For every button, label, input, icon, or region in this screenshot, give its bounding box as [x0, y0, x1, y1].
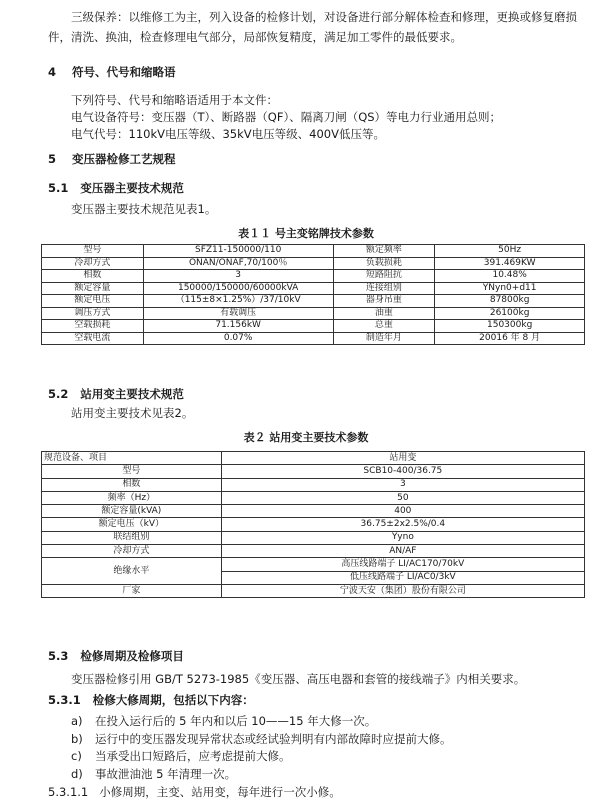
table-cell: 制造年月: [333, 332, 435, 345]
table-cell: 联结组别: [42, 531, 222, 544]
table-row: [42, 307, 585, 320]
section-4-heading: [48, 64, 176, 80]
table-row: [42, 505, 585, 518]
table-cell: 高压线路端子 LI/AC170/70kV: [221, 558, 584, 571]
table-cell: 26100kg: [435, 307, 585, 320]
table-cell: 型号: [42, 465, 222, 478]
table-cell: 50Hz: [435, 245, 585, 258]
table-cell: 50: [221, 491, 584, 504]
table-cell: 相数: [42, 270, 144, 283]
table-cell: 36.75±2x2.5%/0.4: [221, 518, 584, 531]
table-row: [42, 558, 585, 571]
section-5-2-heading: [48, 386, 184, 402]
table-cell: 型号: [42, 245, 144, 258]
table-2: [41, 451, 585, 598]
table-cell: 空载损耗: [42, 320, 144, 333]
table-cell: 频率（Hz）: [42, 491, 222, 504]
table-cell: Yyno: [221, 531, 584, 544]
table-cell: 10.48%: [435, 270, 585, 283]
section-5-3-heading: [48, 648, 184, 664]
table-cell: 150000/150000/60000kVA: [143, 282, 333, 295]
section-5-1-heading: [48, 180, 184, 196]
table-cell: 总重: [333, 320, 435, 333]
section-body: 小修周期，主变、站用变，每年进行一次小修。: [99, 785, 341, 799]
section-number: 5.3.1.1: [48, 785, 89, 799]
table-cell: AN/AF: [221, 545, 584, 558]
table-cell: （115±8×1.25%）/37/10kV: [143, 295, 333, 308]
list-item-text: 在投入运行后的 5 年内和以后 10——15 年大修一次。: [95, 714, 377, 728]
list-item-label: d): [71, 767, 83, 781]
paragraph-line: 变压器主要技术规范见表1。: [71, 202, 217, 216]
paragraph-line: 电气代号：110kV电压等级、35kV电压等级、400V低压等。: [71, 127, 385, 141]
table-cell: 150300kg: [435, 320, 585, 333]
section-5-3-1-heading: [48, 692, 254, 708]
table-row: [42, 518, 585, 531]
list-item: [71, 748, 291, 764]
table-cell: 87800kg: [435, 295, 585, 308]
table-cell: 400: [221, 505, 584, 518]
table-cell: 器身吊重: [333, 295, 435, 308]
list-item-text: 运行中的变压器发现异常状态或经试验判明有内部故障时应提前大修。: [95, 732, 452, 746]
list-item-label: a): [71, 714, 83, 728]
list-item-label: b): [71, 732, 83, 746]
paragraph-line: 站用变主要技术见表2。: [71, 406, 194, 420]
paragraph-line: 三级保养：以维修工为主，列入设备的检修计划，对设备进行部分解体检查和修理，更换或修复磨损: [71, 10, 577, 24]
table-row: [42, 282, 585, 295]
table-cell: SCB10-400/36.75: [221, 465, 584, 478]
table-cell: 负载损耗: [333, 257, 435, 270]
section-number: 5.3: [48, 649, 69, 663]
table-row: [42, 320, 585, 333]
table-row: [42, 491, 585, 504]
table-cell: 3: [221, 478, 584, 491]
table-row: [42, 245, 585, 258]
table-cell: 3: [143, 270, 333, 283]
table-cell: SFZ11-150000/110: [143, 245, 333, 258]
table-cell: 有载调压: [143, 307, 333, 320]
table-row: [42, 584, 585, 597]
section-title: 变压器主要技术规范: [80, 181, 184, 195]
table-row: [42, 545, 585, 558]
section-title: 检修周期及检修项目: [80, 649, 184, 663]
table-cell: 低压线路端子 LI/AC0/3kV: [221, 571, 584, 584]
table-cell: 厂家: [42, 584, 222, 597]
table-cell: 冷却方式: [42, 545, 222, 558]
table-cell: 71.156kW: [143, 320, 333, 333]
table-cell: 短路阻抗: [333, 270, 435, 283]
table-2-caption: 表２ 站用变主要技术参数: [243, 431, 369, 444]
section-5-heading: [48, 151, 176, 167]
table-cell: 20016 年 8 月: [435, 332, 585, 345]
table-header-row: [42, 452, 585, 465]
section-title: 检修大修周期，包括以下内容：: [92, 693, 254, 707]
table-1: [41, 244, 585, 345]
paragraph-line: 变压器检修引用 GB/T 5273-1985《变压器、高压电器和套管的接线端子》内相关要求。: [71, 672, 526, 686]
header-cell: 规范设备、项目: [42, 452, 222, 465]
table-cell: 额定容量: [42, 282, 144, 295]
table-cell: 连接组别: [333, 282, 435, 295]
table-cell: 调压方式: [42, 307, 144, 320]
table-row: [42, 478, 585, 491]
table-row: [42, 332, 585, 345]
paragraph-line: 件，清洗、换油，检查修理电气部分，局部恢复精度，满足加工零件的最低要求。: [48, 30, 462, 44]
section-title: 变压器检修工艺规程: [72, 152, 176, 166]
list-item-label: c): [71, 749, 82, 763]
paragraph-line: 电气设备符号：变压器（T）、断路器（QF）、隔离刀闸（QS）等电力行业通用总则；: [71, 110, 502, 124]
section-number: 5.3.1: [48, 693, 81, 707]
table-cell: 空载电流: [42, 332, 144, 345]
section-number: 5.1: [48, 181, 69, 195]
table-cell: 额定频率: [333, 245, 435, 258]
section-number: 4: [48, 65, 57, 79]
table-cell: 油重: [333, 307, 435, 320]
list-item-text: 事故泄油池 5 年清理一次。: [95, 767, 237, 781]
section-title: 符号、代号和缩略语: [72, 65, 176, 79]
table-cell: 额定容量(kVA): [42, 505, 222, 518]
table-cell: 额定电压: [42, 295, 144, 308]
list-item: [71, 766, 236, 782]
table-cell: 额定电压（kV）: [42, 518, 222, 531]
section-number: 5: [48, 152, 57, 166]
table-row: [42, 257, 585, 270]
table-cell: ONAN/ONAF,70/100％: [143, 257, 333, 270]
table-1-caption: 表１１ 号主变铭牌技术参数: [238, 227, 374, 240]
paragraph-line: 下列符号、代号和缩略语适用于本文件：: [71, 93, 278, 107]
table-cell: 绝缘水平: [42, 558, 222, 585]
section-number: 5.2: [48, 387, 69, 401]
list-item: [71, 731, 452, 747]
table-cell: 391.469KW: [435, 257, 585, 270]
list-item-text: 当承受出口短路后，应考虑提前大修。: [95, 749, 291, 763]
section-5-3-1-1-line: [48, 784, 341, 800]
table-cell: 冷却方式: [42, 257, 144, 270]
table-cell: 0.07%: [143, 332, 333, 345]
table-row: [42, 270, 585, 283]
table-cell: YNyn0+d11: [435, 282, 585, 295]
section-title: 站用变主要技术规范: [80, 387, 184, 401]
table-row: [42, 531, 585, 544]
table-cell: 宁波天安（集团）股份有限公司: [221, 584, 584, 597]
list-item: [71, 713, 376, 729]
header-cell: 站用变: [221, 452, 584, 465]
table-row: [42, 465, 585, 478]
table-row: [42, 295, 585, 308]
table-cell: 相数: [42, 478, 222, 491]
